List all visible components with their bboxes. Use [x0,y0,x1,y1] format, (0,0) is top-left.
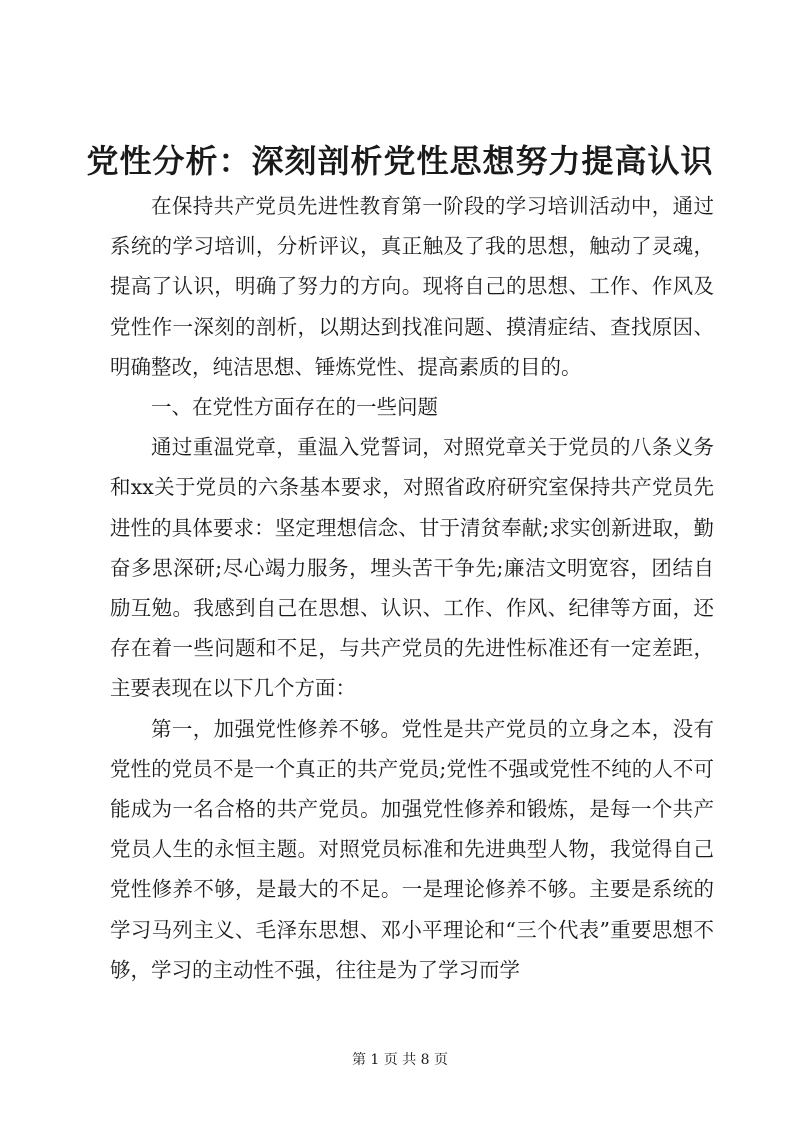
paragraph-first-point: 第一，加强党性修养不够。党性是共产党员的立身之本，没有党性的党员不是一个真正的共产党员;党性不强或党性不纯的人不可能成为一名合格的共产党员。加强党性修养和锻炼，是每一个共产党员人生的永恒主题。对照党员标准和先进典型人物，我觉得自己党性修养不够，是最大的不足。一是理论修养不够。主要是系统的学习马列主义、毛泽东思想、邓小平理论和“三个代表”重要思想不够，学习的主动性不强，往往是为了学习而学 [110,716,714,982]
paragraph-review: 通过重温党章，重温入党誓词，对照党章关于党员的八条义务和xx关于党员的六条基本要求，对照省政府研究室保持共产党员先进性的具体要求：坚定理想信念、甘于清贫奉献;求实创新进取，勤奋多思深研;尽心竭力服务，埋头苦干争先;廉洁文明宽容，团结自励互勉。我感到自己在思想、认识、工作、作风、纪律等方面，还存在着一些问题和不足，与共产党员的先进性标准还有一定差距，主要表现在以下几个方面： [110,435,714,701]
document-body [110,186,714,990]
paragraph-intro: 在保持共产党员先进性教育第一阶段的学习培训活动中，通过系统的学习培训，分析评议，真正触及了我的思想，触动了灵魂，提高了认识，明确了努力的方向。现将自己的思想、工作、作风及党性作一深刻的剖析，以期达到找准问题、摸清症结、查找原因、明确整改，纯洁思想、锤炼党性、提高素质的目的。 [110,194,714,379]
page-number-footer: 第 1 页 共 8 页 [351,1052,449,1068]
document-title: 党性分析：深刻剖析党性思想努力提高认识 [86,142,714,180]
section-heading: 一、在党性方面存在的一些问题 [151,395,438,420]
